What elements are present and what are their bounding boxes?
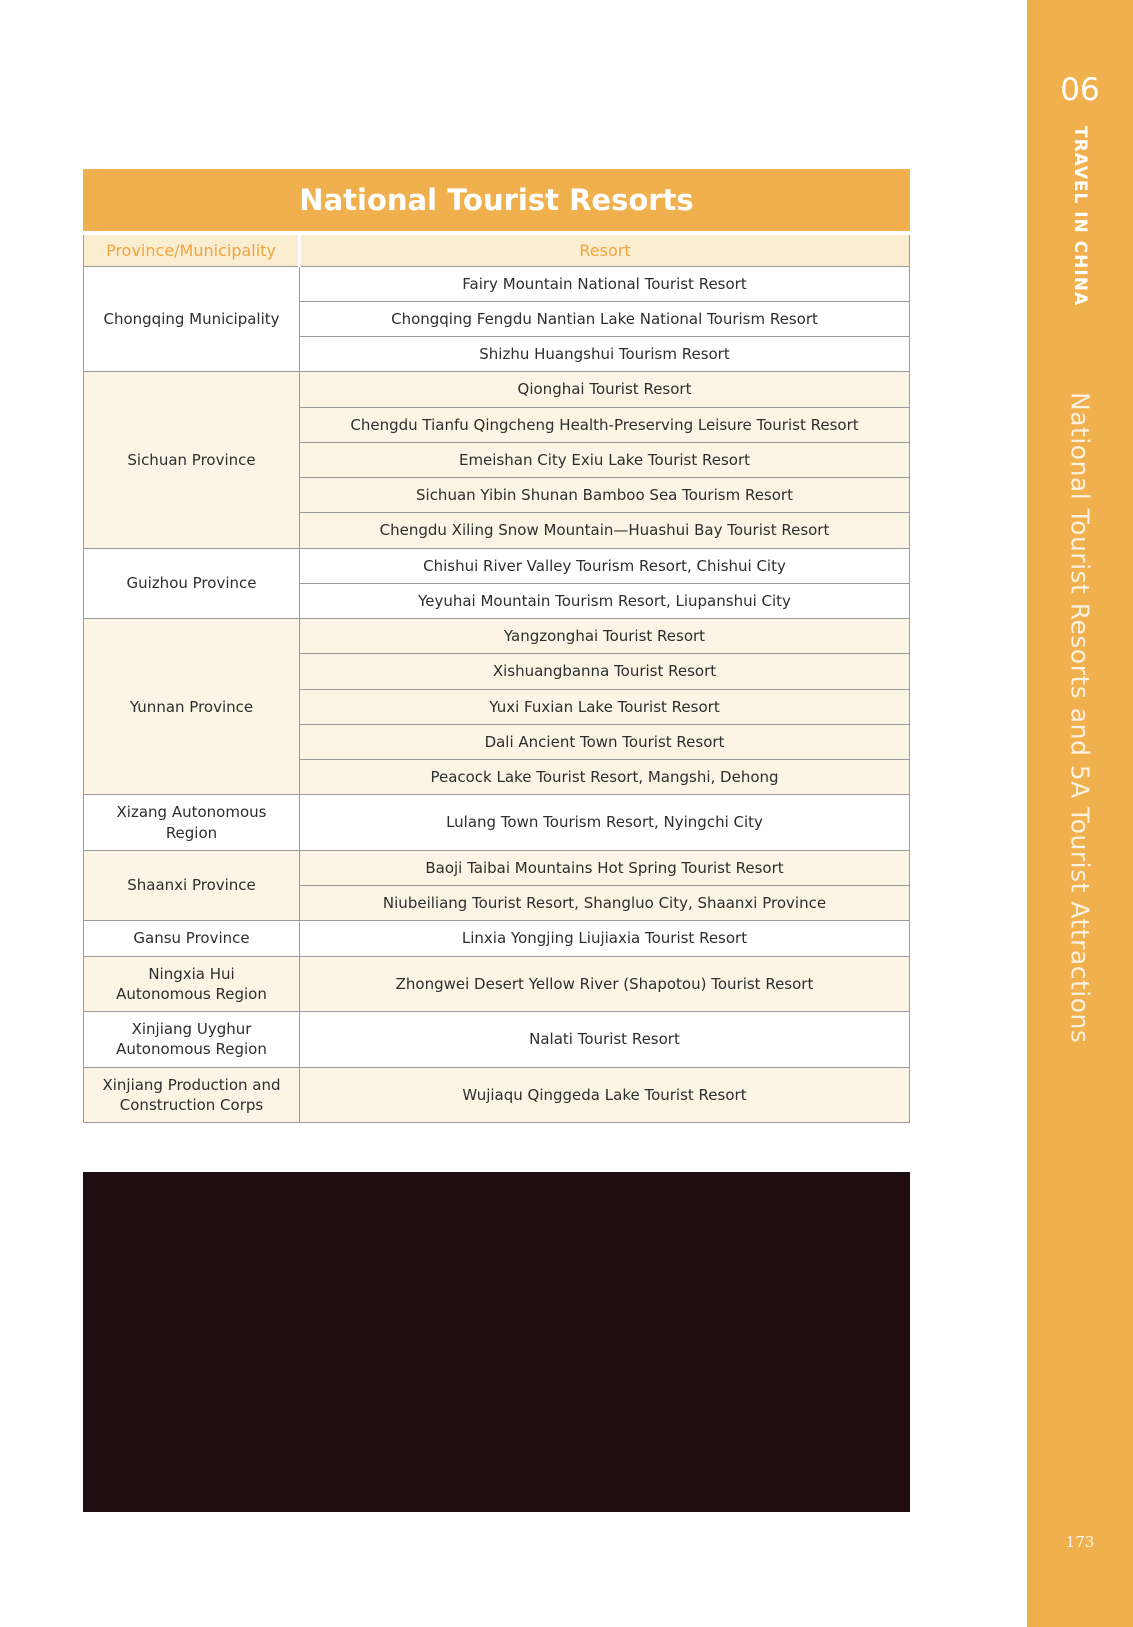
province-cell: Sichuan Province xyxy=(84,372,300,548)
resort-cell: Emeishan City Exiu Lake Tourist Resort xyxy=(300,442,910,477)
resort-cell: Xishuangbanna Tourist Resort xyxy=(300,654,910,689)
resort-cell: Yangzonghai Tourist Resort xyxy=(300,619,910,654)
resort-cell: Yeyuhai Mountain Tourism Resort, Liupanshui City xyxy=(300,583,910,618)
resorts-table-body xyxy=(84,266,910,1123)
resort-cell: Chishui River Valley Tourism Resort, Chishui City xyxy=(300,548,910,583)
national-tourist-resorts-table xyxy=(83,169,910,1123)
province-cell: Xizang Autonomous Region xyxy=(84,795,300,851)
resort-cell: Wujiaqu Qinggeda Lake Tourist Resort xyxy=(300,1067,910,1123)
table-title: National Tourist Resorts xyxy=(83,169,910,231)
province-cell: Guizhou Province xyxy=(84,548,300,619)
province-cell: Gansu Province xyxy=(84,921,300,956)
table-row xyxy=(84,1067,910,1123)
table-row xyxy=(84,619,910,654)
province-cell: Ningxia Hui Autonomous Region xyxy=(84,956,300,1012)
resort-cell: Linxia Yongjing Liujiaxia Tourist Resort xyxy=(300,921,910,956)
resort-cell: Shizhu Huangshui Tourism Resort xyxy=(300,337,910,372)
resorts-table xyxy=(83,235,910,1123)
province-cell: Xinjiang Uyghur Autonomous Region xyxy=(84,1012,300,1068)
resort-cell: Lulang Town Tourism Resort, Nyingchi City xyxy=(300,795,910,851)
resort-cell: Fairy Mountain National Tourist Resort xyxy=(300,266,910,301)
column-header-province: Province/Municipality xyxy=(84,235,300,266)
table-row xyxy=(84,921,910,956)
resort-cell: Chongqing Fengdu Nantian Lake National Tourism Resort xyxy=(300,301,910,336)
province-cell: Shaanxi Province xyxy=(84,850,300,921)
table-row xyxy=(84,795,910,851)
resort-cell: Yuxi Fuxian Lake Tourist Resort xyxy=(300,689,910,724)
resort-cell: Baoji Taibai Mountains Hot Spring Tourist Resort xyxy=(300,850,910,885)
section-title-vertical: National Tourist Resorts and 5A Tourist Attractions xyxy=(1065,392,1095,1044)
dark-photo xyxy=(83,1172,910,1512)
table-row xyxy=(84,956,910,1012)
resort-cell: Sichuan Yibin Shunan Bamboo Sea Tourism Resort xyxy=(300,478,910,513)
chapter-number: 06 xyxy=(1060,72,1100,108)
resort-cell: Niubeiliang Tourist Resort, Shangluo City, Shaanxi Province xyxy=(300,886,910,921)
chapter-title-vertical: TRAVEL IN CHINA xyxy=(1070,126,1090,307)
column-header-resort: Resort xyxy=(300,235,910,266)
resort-cell: Peacock Lake Tourist Resort, Mangshi, Dehong xyxy=(300,760,910,795)
resort-cell: Zhongwei Desert Yellow River (Shapotou) Tourist Resort xyxy=(300,956,910,1012)
province-cell: Xinjiang Production and Construction Corps xyxy=(84,1067,300,1123)
resort-cell: Chengdu Xiling Snow Mountain—Huashui Bay Tourist Resort xyxy=(300,513,910,548)
resort-cell: Qionghai Tourist Resort xyxy=(300,372,910,407)
table-row xyxy=(84,266,910,301)
table-row xyxy=(84,548,910,583)
table-row xyxy=(84,850,910,885)
resort-cell: Chengdu Tianfu Qingcheng Health-Preserving Leisure Tourist Resort xyxy=(300,407,910,442)
table-header-row xyxy=(84,235,910,266)
province-cell: Chongqing Municipality xyxy=(84,266,300,372)
province-cell: Yunnan Province xyxy=(84,619,300,795)
page-number: 173 xyxy=(1065,1533,1095,1551)
resort-cell: Nalati Tourist Resort xyxy=(300,1012,910,1068)
resort-cell: Dali Ancient Town Tourist Resort xyxy=(300,724,910,759)
table-row xyxy=(84,372,910,407)
table-row xyxy=(84,1012,910,1068)
sidebar xyxy=(1027,0,1133,1627)
